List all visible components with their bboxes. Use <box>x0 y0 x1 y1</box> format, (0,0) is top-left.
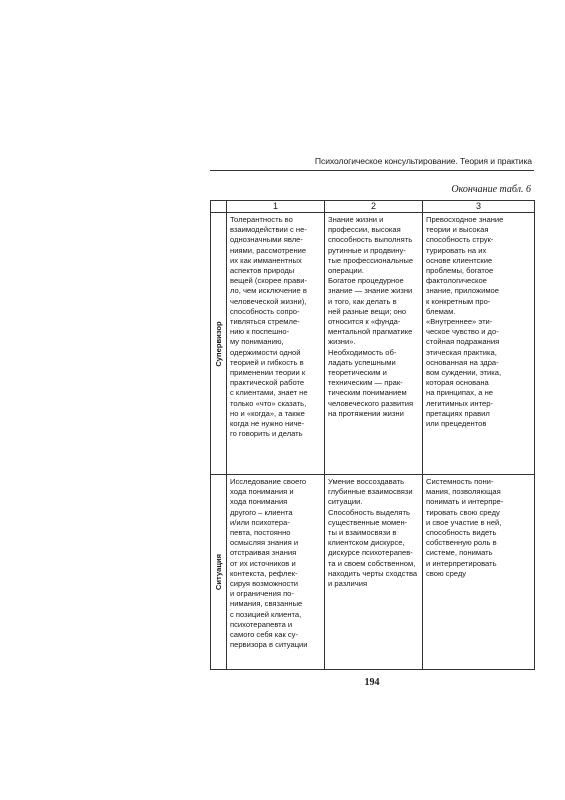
table-header-row <box>211 201 535 213</box>
table-cell <box>227 475 325 670</box>
cell-text: Системность пони- мания, позволяющая понимать и интерпре- тировать свою среду и свое участие в ней, способность видеть собственную роль в системе, понимать и интерпретировать свою среду <box>426 477 504 578</box>
table-cell <box>325 475 423 670</box>
table-row <box>211 213 535 475</box>
table-row <box>211 475 535 670</box>
column-header-1: 1 <box>227 201 325 213</box>
row-header-supervisor <box>211 213 227 475</box>
running-head: Психологическое консультирование. Теория и практика <box>314 156 532 166</box>
column-header-3: 3 <box>423 201 535 213</box>
table-caption: Окончание табл. 6 <box>451 184 531 195</box>
wisdom-table <box>210 200 535 670</box>
header-rule <box>210 170 534 171</box>
page-number: 194 <box>364 677 380 688</box>
table-cell <box>227 213 325 475</box>
cell-text: Исследование своего хода понимания и хода понимания другого – клиента и/или психотера- певта, постоянно осмысляя знания и отстраивая знания от их источников и контекста, рефлек- сируя возможности и ограничения по- нимания, связанные с позицией клиента, психотерапевта и самого себя как су- первизора в ситуации <box>230 477 308 650</box>
column-header-2: 2 <box>325 201 423 213</box>
table-cell <box>423 475 535 670</box>
table-cell <box>423 213 535 475</box>
row-label: Ситуация <box>213 553 223 591</box>
cell-text: Знание жизни и профессии, высокая способность выполнять рутинные и продвину- тые профессиональные операции. Богатое процедурное знание — знание жизни и того, как делать в ней разные вещи; оно относится к «фунда- ментальной прагматике жизни». Необходимость об- ладать успешными теоретическим и техническим — прак- тическим пониманием человеческого развития на протяжении жизни <box>328 215 414 418</box>
cell-text: Превосходное знание теории и высокая способность струк- турировать на их основе клиентские проблемы, богатое фактологическое знание, приложимое к конкретным про- блемам. «Внутреннее» эти- ческое чувство и до- стойная подражания этическая практика, основанная на здра- вом суждении, этика, которая основана на принципах, а не легитимных интер- претациях правил или прецедентов <box>426 215 504 429</box>
cell-text: Умение воссоздавать глубинные взаимосвязи ситуации. Способность выделять существенные момен- ты и взаимосвязи в клиентском дискурсе, дискурсе психотерапев- та и своем собственном, находить черты сходства и различия <box>328 477 418 589</box>
row-label: Супервизор <box>213 320 223 367</box>
column-header-empty <box>211 201 227 213</box>
row-header-situation <box>211 475 227 670</box>
cell-text: Толерантность во взаимодействии с не- однозначными явле- ниями, рассмотрение их как имманентных аспектов природы вещей (скорее прави- ло, чем исключение в человеческой жизни), способность сопро- тивляться стремле- нию к поспешно- му пониманию, одержимости одной теорией и гибкость в применении теории к практической работе с клиентами, знает не только «что» сказать, но и «когда», а также когда не нужно ниче- го говорить и делать <box>230 215 308 439</box>
table-cell <box>325 213 423 475</box>
